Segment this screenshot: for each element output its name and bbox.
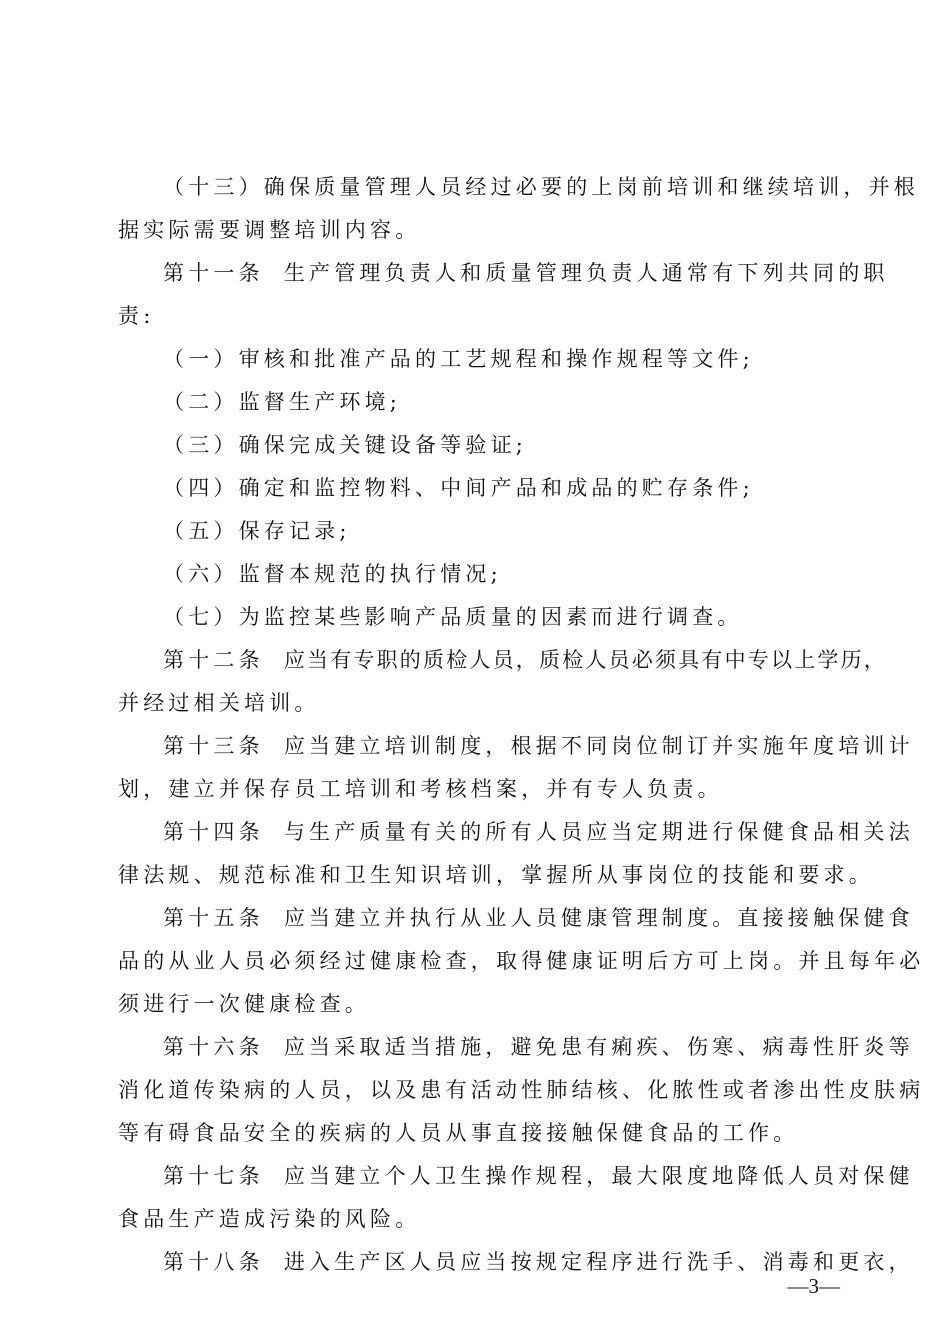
paragraph-line: 划，建立并保存员工培训和考核档案，并有专人负责。 <box>118 777 723 801</box>
page-number: —3— <box>787 1274 840 1298</box>
article-number: 第十四条 <box>163 820 264 844</box>
list-item: （四）确定和监控物料、中间产品和成品的贮存条件; <box>163 476 754 500</box>
list-item: （三）确保完成关键设备等验证; <box>163 433 528 457</box>
list-item: （一）审核和批准产品的工艺规程和操作规程等文件; <box>163 347 754 371</box>
paragraph-line: 食品生产造成污染的风险。 <box>118 1207 421 1231</box>
list-item: （六）监督本规范的执行情况; <box>163 562 502 586</box>
paragraph-line: （十三）确保质量管理人员经过必要的上岗前培训和继续培训，并根 <box>163 175 919 199</box>
article-first-line <box>163 1162 914 1190</box>
article-text: 应当有专职的质检人员，质检人员必须具有中专以上学历， <box>283 648 888 672</box>
article-number: 第十二条 <box>163 648 264 672</box>
list-item: （五）保存记录; <box>163 519 351 543</box>
article-number: 第十一条 <box>163 261 264 285</box>
article-first-line <box>163 904 914 932</box>
article-first-line <box>163 646 888 674</box>
article-number: 第十五条 <box>163 906 264 930</box>
paragraph-line: 等有碍食品安全的疾病的人员从事直接接触保健食品的工作。 <box>118 1121 799 1145</box>
paragraph-line: 责: <box>118 304 155 328</box>
article-number: 第十八条 <box>163 1250 264 1274</box>
article-text: 生产管理负责人和质量管理负责人通常有下列共同的职 <box>283 261 889 285</box>
article-text: 应当建立个人卫生操作规程，最大限度地降低人员对保健 <box>283 1164 914 1188</box>
article-first-line <box>163 1033 914 1061</box>
article-text: 应当建立培训制度，根据不同岗位制订并实施年度培训计 <box>283 734 914 758</box>
paragraph-line: 律法规、规范标准和卫生知识培训，掌握所从事岗位的技能和要求。 <box>118 863 874 887</box>
article-text: 应当采取适当措施，避免患有痢疾、伤寒、病毒性肝炎等 <box>283 1035 914 1059</box>
article-number: 第十七条 <box>163 1164 264 1188</box>
article-first-line <box>163 732 914 760</box>
paragraph-line: 品的从业人员必须经过健康检查，取得健康证明后方可上岗。并且每年必 <box>118 949 925 973</box>
article-text: 与生产质量有关的所有人员应当定期进行保健食品相关法 <box>283 820 914 844</box>
article-first-line <box>163 1248 914 1276</box>
list-item: （七）为监控某些影响产品质量的因素而进行调查。 <box>163 605 743 629</box>
paragraph-line: 并经过相关培训。 <box>118 691 320 715</box>
paragraph-line: 须进行一次健康检查。 <box>118 992 370 1016</box>
article-text: 应当建立并执行从业人员健康管理制度。直接接触保健食 <box>283 906 914 930</box>
article-first-line <box>163 259 889 287</box>
article-first-line <box>163 818 914 846</box>
paragraph-line: 消化道传染病的人员，以及患有活动性肺结核、化脓性或者渗出性皮肤病 <box>118 1078 925 1102</box>
article-number: 第十三条 <box>163 734 264 758</box>
paragraph-line: 据实际需要调整培训内容。 <box>118 218 421 242</box>
list-item: （二）监督生产环境; <box>163 390 402 414</box>
article-text: 进入生产区人员应当按规定程序进行洗手、消毒和更衣， <box>283 1250 914 1274</box>
article-number: 第十六条 <box>163 1035 264 1059</box>
